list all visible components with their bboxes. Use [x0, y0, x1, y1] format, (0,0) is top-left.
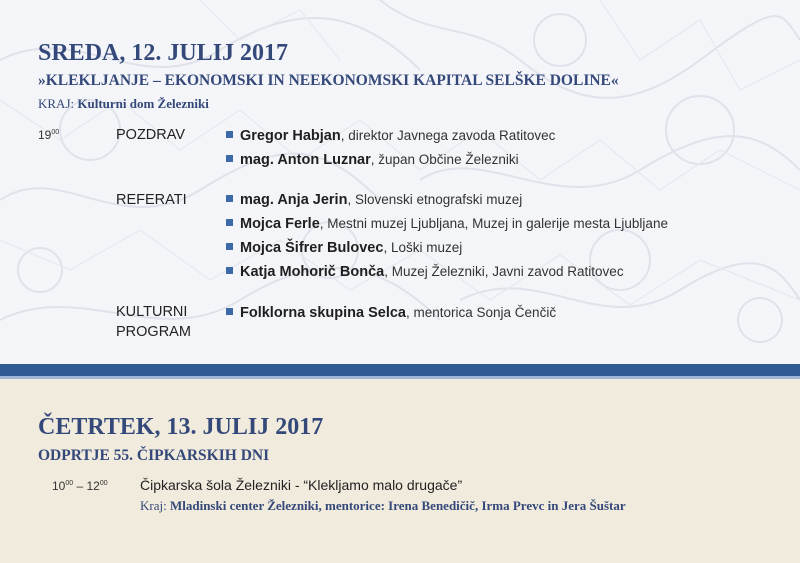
list-item	[226, 238, 462, 257]
list-item	[226, 126, 555, 145]
day1-place	[38, 96, 209, 112]
day1-title: SREDA, 12. JULIJ 2017	[38, 40, 289, 66]
list-item	[226, 214, 668, 233]
section-label-pozdrav: POZDRAV	[116, 127, 186, 143]
speaker-name: Gregor Habjan	[240, 128, 341, 144]
day2-event-place	[140, 498, 626, 514]
list-item	[226, 150, 519, 169]
day1-time-min: 00	[51, 129, 60, 136]
bullet-icon	[226, 195, 233, 202]
speaker-desc: , direktor Javnega zavoda Ratitovec	[340, 128, 556, 143]
list-item	[226, 303, 556, 322]
day2-time-end-min: 00	[99, 480, 108, 487]
divider-band	[0, 364, 800, 376]
performer-desc: , mentorica Sonja Čenčič	[406, 305, 557, 320]
bullet-icon	[226, 131, 233, 138]
bullet-icon	[226, 267, 233, 274]
speaker-desc: , Loški muzej	[383, 240, 463, 255]
day2-time	[52, 479, 108, 493]
speaker-name: Mojca Ferle	[240, 216, 320, 232]
day2-time-start-min: 00	[65, 480, 74, 487]
day2-time-sep: –	[73, 479, 87, 493]
speaker-name: mag. Anja Jerin	[240, 192, 348, 208]
bottom-section	[0, 379, 800, 563]
section-label-kulturni-program	[116, 302, 191, 342]
day2-place-label: Kraj:	[140, 498, 167, 513]
speaker-desc: , župan Občine Železniki	[370, 152, 519, 167]
list-item	[226, 190, 522, 209]
speaker-desc: , Muzej Železniki, Javni zavod Ratitovec	[384, 264, 624, 279]
section-label-line2: PROGRAM	[116, 324, 191, 340]
performer-name: Folklorna skupina Selca	[240, 305, 406, 321]
day2-place-value: Mladinski center Železniki, mentorice: Irena Benedičič, Irma Prevc in Jera Šuštar	[169, 498, 626, 513]
bullet-icon	[226, 243, 233, 250]
day1-place-label: KRAJ:	[38, 96, 75, 111]
section-label-line1: KULTURNI	[116, 304, 188, 320]
speaker-desc: , Mestni muzej Ljubljana, Muzej in galerije mesta Ljubljane	[319, 216, 668, 231]
day2-subtitle: ODPRTJE 55. ČIPKARSKIH DNI	[38, 447, 270, 464]
bullet-icon	[226, 155, 233, 162]
day1-subtitle: »KLEKLJANJE – EKONOMSKI IN NEEKONOMSKI KAPITAL SELŠKE DOLINE«	[38, 72, 619, 89]
day1-place-value: Kulturni dom Železniki	[77, 96, 209, 111]
speaker-name: mag. Anton Luznar	[240, 152, 371, 168]
day1-time-hour: 19	[38, 128, 52, 142]
speaker-desc: , Slovenski etnografski muzej	[347, 192, 523, 207]
day1-time	[38, 128, 59, 142]
list-item	[226, 262, 624, 281]
section-label-referati: REFERATI	[116, 192, 187, 208]
day2-time-start-hour: 10	[52, 479, 66, 493]
day2-event: Čipkarska šola Železniki - “Klekljamo malo drugače”	[140, 477, 463, 493]
bullet-icon	[226, 308, 233, 315]
speaker-name: Katja Mohorič Bonča	[240, 264, 385, 280]
day2-title: ČETRTEK, 13. JULIJ 2017	[38, 414, 324, 440]
bullet-icon	[226, 219, 233, 226]
day2-time-end-hour: 12	[86, 479, 100, 493]
speaker-name: Mojca Šifrer Bulovec	[240, 240, 384, 256]
